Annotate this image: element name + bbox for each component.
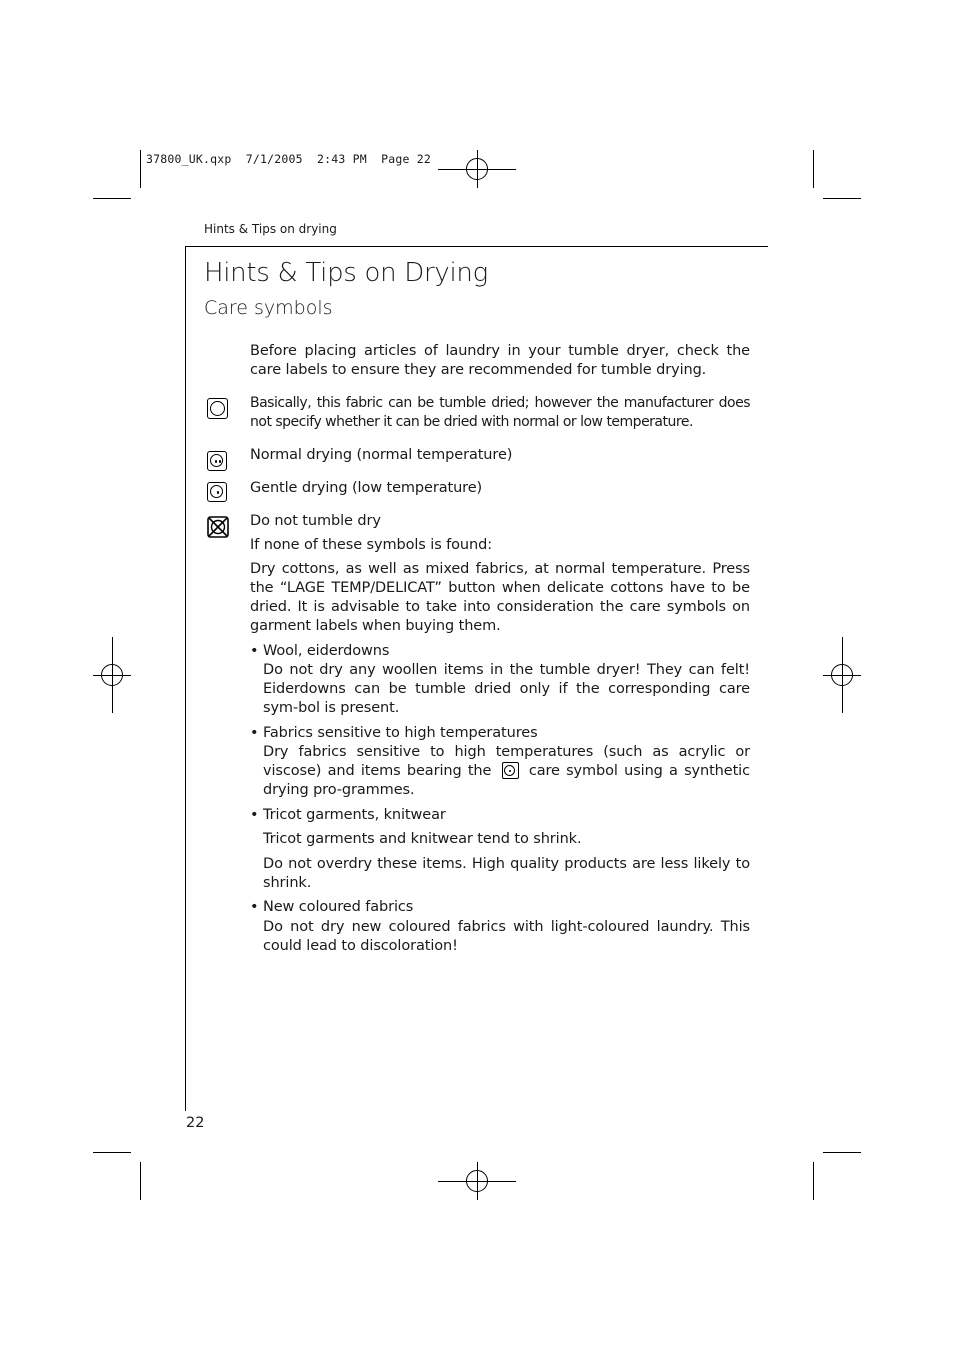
none-found-line: If none of these symbols is found: <box>250 537 493 553</box>
intro-paragraph: Before placing articles of laundry in your tumble dryer, check the care labels to ensure they are recommended for tumble drying. <box>250 343 750 378</box>
crop-mark <box>813 150 814 188</box>
crop-mark <box>813 1162 814 1200</box>
dry-cottons-paragraph: Dry cottons, as well as mixed fabrics, at normal temperature. Press the “LAGE TEMP/DELICAT” button when delicate cottons have to be dried. It is advisable to take into consideration the care symbols on garment labels when buying them. <box>250 561 750 634</box>
tumble-dry-normal-icon <box>207 451 227 471</box>
running-head: Hints & Tips on drying <box>204 222 337 236</box>
tumble-dry-permitted-icon <box>207 398 228 419</box>
tumble-dry-low-icon <box>207 482 227 502</box>
do-not-tumble-dry-icon <box>207 516 229 538</box>
bullet-heading: • Wool, eiderdowns <box>250 643 390 659</box>
crop-mark <box>140 150 141 188</box>
symbol-description: Basically, this fabric can be tumble dried; however the manufacturer does not specify whether it can be dried with normal or low temperature. <box>250 395 750 430</box>
bullet-body: Do not overdry these items. High quality products are less likely to shrink. <box>263 856 750 891</box>
page-number: 22 <box>186 1115 205 1131</box>
bullet-body: Do not dry new coloured fabrics with light-coloured laundry. This could lead to discoloration! <box>263 919 750 954</box>
page-title: Hints & Tips on Drying <box>204 258 488 288</box>
crop-mark <box>823 198 861 199</box>
symbol-description: Gentle drying (low temperature) <box>250 480 483 496</box>
bullet-body-text: care symbol using a synthetic drying pro-grammes. <box>263 763 750 798</box>
bullet-heading: • New coloured fabrics <box>250 899 414 915</box>
bullet-body-text: Dry fabrics sensitive to high temperatures (such as acrylic or viscose) and items bearing the <box>263 744 750 779</box>
crop-mark <box>93 198 131 199</box>
file-slug: 37800_UK.qxp 7/1/2005 2:43 PM Page 22 <box>146 152 431 166</box>
bullet-body: Do not dry any woollen items in the tumble dryer! They can felt! Eiderdowns can be tumble dried only if the corresponding care sym-bol is present. <box>263 662 750 716</box>
bullet-body <box>263 743 750 800</box>
section-title: Care symbols <box>204 297 333 319</box>
symbol-description: Normal drying (normal temperature) <box>250 447 513 463</box>
crop-mark <box>93 1152 131 1153</box>
bullet-heading: • Tricot garments, knitwear <box>250 807 446 823</box>
bullet-body: Tricot garments and knitwear tend to shrink. <box>263 831 582 847</box>
margin-rule <box>185 246 186 1111</box>
header-rule <box>186 246 768 247</box>
crop-mark <box>823 1152 861 1153</box>
tumble-dry-low-icon <box>502 762 519 779</box>
crop-mark <box>140 1162 141 1200</box>
symbol-description: Do not tumble dry <box>250 513 381 529</box>
bullet-heading: • Fabrics sensitive to high temperatures <box>250 725 538 741</box>
